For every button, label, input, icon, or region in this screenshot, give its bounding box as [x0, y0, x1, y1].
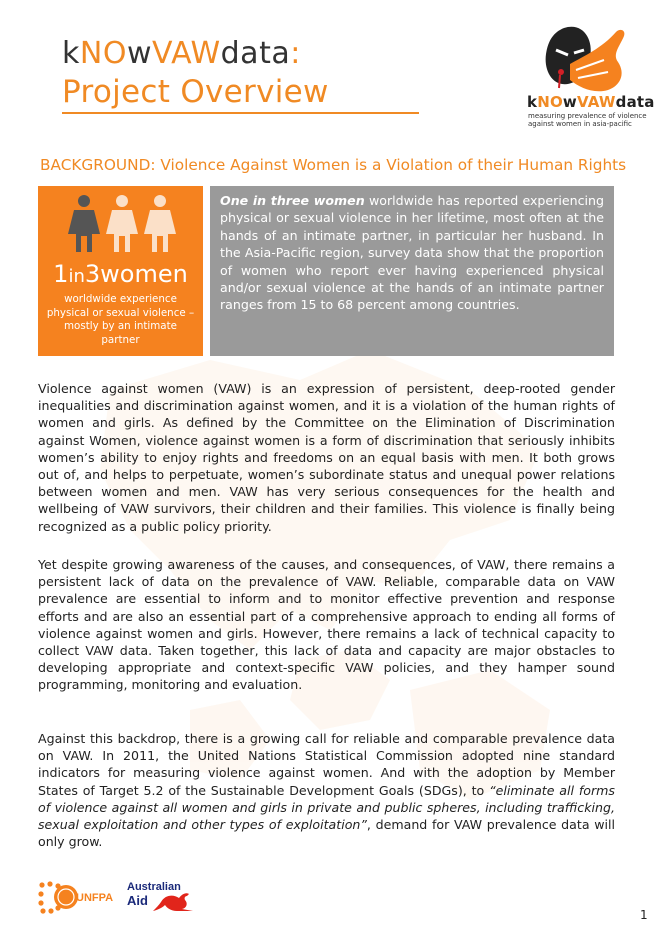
stat-headline: 1in3women — [53, 260, 188, 288]
sdg-target-quote: “eliminate all forms of violence against all women and girls in private and public spheres, including trafficking, sexual exploitation and other types of exploitation” — [38, 782, 615, 833]
logo-tagline-line-2: against women in asia-pacific — [528, 120, 632, 128]
kangaroo-icon — [153, 893, 193, 911]
callout-text: worldwide has reported experiencing physical or sexual violence in her lifetime, most often at the hands of an intimate partner, in particular her husband. In the Asia-Pacific region, survey data show that the proportion of women who report ever having experienced physical and/or sexual violence at the hands of an intimate partner ranges from 15 to 68 percent among countries. — [220, 193, 604, 313]
p3-text-b: , demand for VAW prevalence data will only grow. — [38, 817, 616, 850]
three-women-figures-icon — [66, 194, 178, 254]
callout-lead: One in three women — [220, 193, 365, 208]
p3-text-a: Against this backdrop, there is a growing call for reliable and comparable prevalence data on VAW. In 2011, the United Nations Statistical Commission adopted nine standard indicators for measuring violence against women. And with the adoption by Member States of Target 5.2 of the Sustainable Development Goals (SDGs), to — [38, 731, 615, 798]
stat-box — [38, 186, 203, 356]
paragraph-lack-of-data: Yet despite growing awareness of the causes, and consequences, of VAW, there remains a persistent lack of data on the prevalence of VAW. Reliable, comparable data on VAW prevalence are essential to inform and to monitor effective prevention and response efforts and are also an essential part of a comprehensive approach to ending all forms of violence against women and girls. However, there remains a lack of technical capacity to collect VAW data. Taken together, this lack of data and capacity are major obstacles to developing appropriate and context-specific VAW policies, and they hamper sound programming, monitoring and evaluation. — [38, 557, 615, 693]
title-underline — [62, 112, 419, 114]
logo-tagline — [528, 112, 648, 128]
page-subtitle: Project Overview — [62, 74, 329, 110]
stat-caption: worldwide experience physical or sexual violence – mostly by an intimate partner — [46, 293, 195, 346]
page-title: kNOwVAWdata: — [62, 36, 301, 71]
section-heading: BACKGROUND: Violence Against Women is a Violation of their Human Rights — [40, 156, 627, 174]
aid-line-2: Aid — [127, 893, 148, 908]
logo-wordmark: kNOwVAWdata — [527, 93, 655, 111]
logo-tagline-line-1: measuring prevalence of violence — [528, 112, 647, 120]
australian-aid-logo — [127, 878, 205, 914]
aid-line-1: Australian — [127, 881, 181, 893]
title-block — [62, 36, 329, 111]
prevalence-callout — [210, 186, 614, 356]
paragraph-vaw-definition: Violence against women (VAW) is an expression of persistent, deep-rooted gender inequalities and discrimination against women, and it is a violation of the human rights of women and girls. As defined by the Committee on the Elimination of Discrimination against Women, violence against women is a form of discrimination that seriously inhibits women’s ability to enjoy rights and freedoms on an equal basis with men. It both grows out of, and helps to perpetuate, women’s subordinate status and unequal power relations between women and men. VAW has very serious consequences for the health and wellbeing of VAW survivors, their children and their families. This violence is finally being recognized as a public policy priority. — [38, 381, 615, 534]
page-number: 1 — [640, 908, 648, 922]
paragraph-growing-demand — [38, 730, 615, 850]
unfpa-logo — [38, 880, 118, 914]
unfpa-label: UNFPA — [76, 892, 114, 904]
